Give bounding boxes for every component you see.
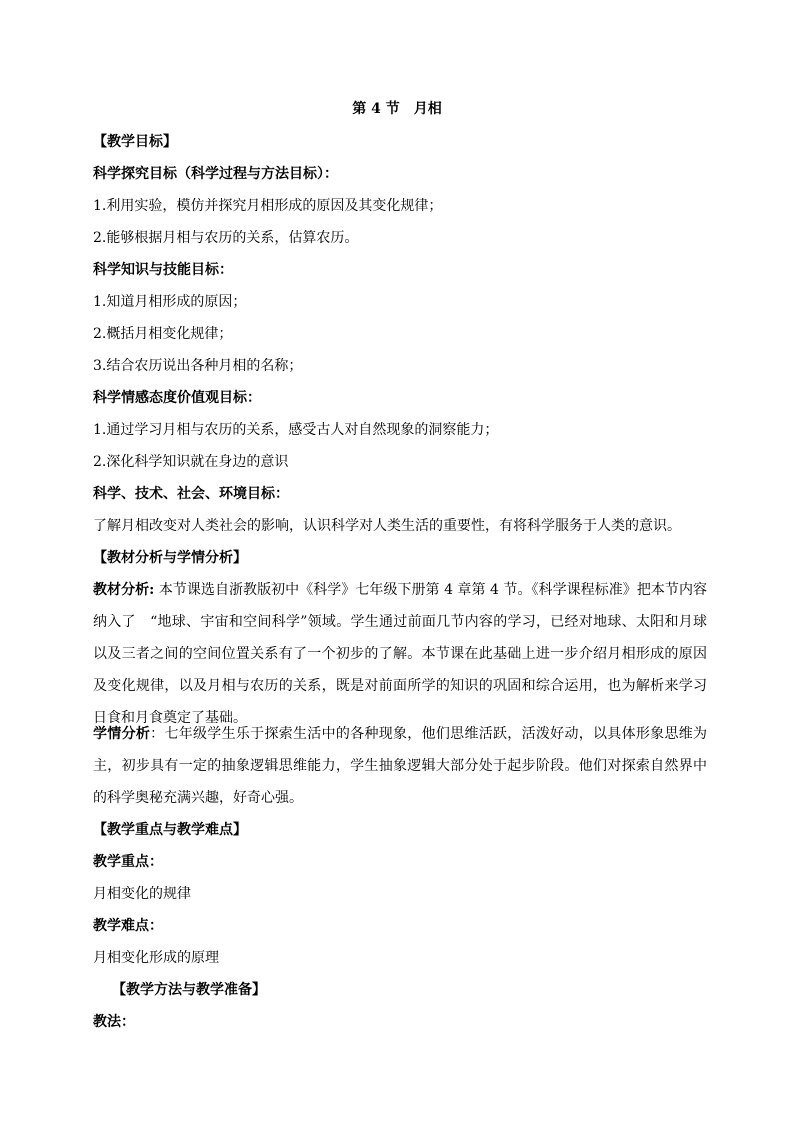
knowledge-item-3: 3.结合农历说出各种月相的名称；: [93, 358, 303, 374]
textbook-analysis-label: 教材分析:: [93, 582, 155, 598]
student-analysis-paragraph: [93, 718, 707, 814]
inquiry-heading: 科学探究目标（科学过程与方法目标）：: [93, 166, 338, 182]
textbook-analysis-paragraph: [93, 574, 707, 734]
analysis-heading: 【教材分析与学情分析】: [93, 550, 247, 566]
objectives-heading: 【教学目标】: [93, 134, 177, 150]
knowledge-item-1: 1.知道月相形成的原因；: [93, 294, 247, 310]
page-title: 第 4 节 月相: [352, 101, 442, 117]
attitude-item-1: 1.通过学习月相与农历的关系，感受古人对自然现象的洞察能力；: [93, 422, 499, 438]
student-analysis-label: 学情分析: [93, 726, 151, 742]
sts-heading: 科学、技术、社会、环境目标：: [93, 486, 289, 502]
teaching-method-heading: 教法：: [93, 1014, 135, 1030]
knowledge-heading: 科学知识与技能目标：: [93, 262, 233, 278]
difficult-point-text: 月相变化形成的原理: [93, 950, 219, 966]
student-analysis-text: ：七年级学生乐于探索生活中的各种现象，他们思维活跃，活泼好动，以具体形象思维为主，初步具有一定的抽象逻辑思维能力，学生抽象逻辑大部分处于起步阶段。他们对探索自然界中的科学奥秘充满兴趣，好奇心强。: [93, 726, 708, 806]
knowledge-item-2: 2.概括月相变化规律；: [93, 326, 233, 342]
attitude-heading: 科学情感态度价值观目标：: [93, 390, 261, 406]
sts-item-1: 了解月相改变对人类社会的影响，认识科学对人类生活的重要性，有将科学服务于人类的意识。: [93, 518, 681, 534]
inquiry-item-1: 1.利用实验，模仿并探究月相形成的原因及其变化规律；: [93, 198, 443, 214]
attitude-item-2: 2.深化科学知识就在身边的意识: [93, 454, 289, 470]
method-heading: 【教学方法与教学准备】: [112, 982, 266, 998]
key-point-text: 月相变化的规律: [93, 886, 191, 902]
difficult-point-heading: 教学难点：: [93, 918, 163, 934]
focus-heading: 【教学重点与教学难点】: [93, 822, 247, 838]
inquiry-item-2: 2.能够根据月相与农历的关系，估算农历。: [93, 230, 359, 246]
textbook-analysis-text: 本节课选自浙教版初中《科学》七年级下册第 4 章第 4 节。《科学课程标准》把本节内容纳入了 “地球、宇宙和空间科学”领域。学生通过前面几节内容的学习，已经对地球、太阳和月球以及三者之间的空间位置关系有了一个初步的了解。本节课在此基础上进一步介绍月相形成的原因及变化规律，以及月相与农历的关系，既是对前面所学的知识的巩固和综合运用，也为解析来学习日食和月食奠定了基础。: [93, 582, 707, 726]
key-point-heading: 教学重点：: [93, 854, 163, 870]
